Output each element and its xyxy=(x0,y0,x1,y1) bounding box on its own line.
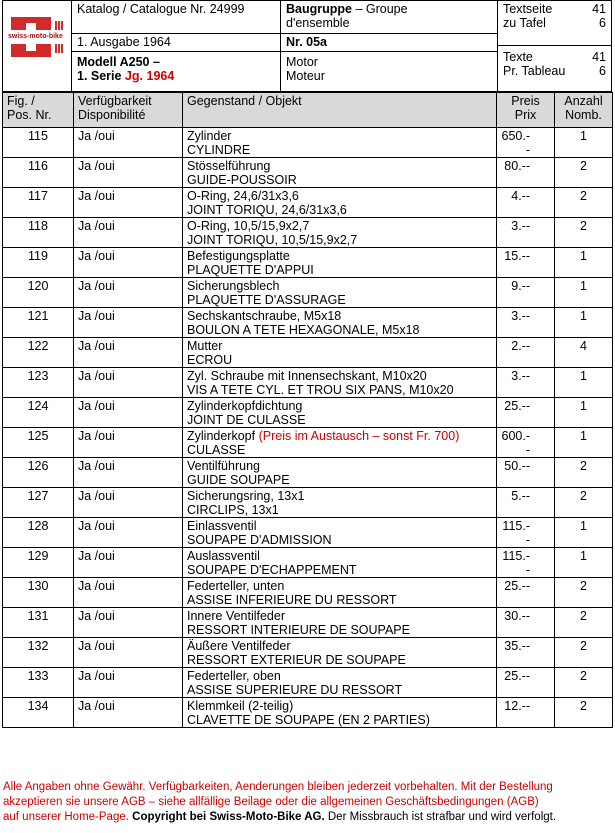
item-name-fr: RESSORT INTERIEURE DE SOUPAPE xyxy=(187,622,410,637)
item-description xyxy=(183,278,497,308)
item-description xyxy=(183,248,497,278)
price: 25.-- xyxy=(497,398,555,428)
price: 30.-- xyxy=(497,608,555,638)
item-name-fr: SOUPAPE D'ADMISSION xyxy=(187,532,332,547)
quantity: 2 xyxy=(555,668,613,698)
availability: Ja /oui xyxy=(74,548,183,578)
table-row xyxy=(3,638,613,668)
item-name-fr: BOULON A TETE HEXAGONALE, M5x18 xyxy=(187,322,420,337)
price: 5.-- xyxy=(497,488,555,518)
parts-table xyxy=(2,92,613,728)
pos-number: 130 xyxy=(3,578,74,608)
quantity: 1 xyxy=(555,428,613,458)
price: 2.-- xyxy=(497,338,555,368)
logo-text: swiss-moto-bike xyxy=(7,30,64,44)
col-header-price: Preis Prix xyxy=(497,93,555,128)
item-description xyxy=(183,608,497,638)
availability: Ja /oui xyxy=(74,338,183,368)
price: 4.-- xyxy=(497,188,555,218)
quantity: 2 xyxy=(555,458,613,488)
pos-number: 134 xyxy=(3,698,74,728)
pos-number: 116 xyxy=(3,158,74,188)
item-description xyxy=(183,398,497,428)
item-name-de: Federteller, oben xyxy=(187,669,281,683)
item-name-fr: JOINT TORIQU, 10,5/15,9x2,7 xyxy=(187,232,358,247)
price: 12.-- xyxy=(497,698,555,728)
table-row xyxy=(3,668,613,698)
item-description xyxy=(183,488,497,518)
quantity: 4 xyxy=(555,338,613,368)
price: 80.-- xyxy=(497,158,555,188)
item-name-de: Befestigungsplatte xyxy=(187,249,290,263)
quantity: 2 xyxy=(555,638,613,668)
item-description xyxy=(183,518,497,548)
disclaimer-footer: Alle Angaben ohne Gewähr. Verfügbarkeiten, Aenderungen bleiben jederzeit vorbehalten. Mit der Bestellung akzeptieren sie unsere AGB – siehe allfällige Beilage oder die allgemeinen Geschäftsbedingungen (AGB) auf unserer Home-Page. Copyright bei Swiss-Moto-Bike AG. Der Missbrauch ist strafbar und wird verfolgt. xyxy=(3,781,557,823)
pos-number: 132 xyxy=(3,638,74,668)
price: 35.-- xyxy=(497,638,555,668)
table-row xyxy=(3,278,613,308)
item-name-fr: JOINT TORIQU, 24,6/31x3,6 xyxy=(187,202,347,217)
quantity: 2 xyxy=(555,188,613,218)
item-name-fr: SOUPAPE D'ECHAPPEMENT xyxy=(187,562,357,577)
item-name-fr: ECROU xyxy=(187,352,233,367)
quantity: 1 xyxy=(555,128,613,158)
quantity: 2 xyxy=(555,218,613,248)
price: 115.-- xyxy=(497,518,555,548)
availability: Ja /oui xyxy=(74,278,183,308)
price: 15.-- xyxy=(497,248,555,278)
availability: Ja /oui xyxy=(74,578,183,608)
item-name-de: Mutter xyxy=(187,339,223,353)
price: 25.-- xyxy=(497,578,555,608)
item-name-de: Sicherungsblech xyxy=(187,279,280,293)
pos-number: 125 xyxy=(3,428,74,458)
col-header-pos: Fig. / Pos. Nr. xyxy=(3,93,74,128)
catalogue-header xyxy=(2,0,612,92)
availability: Ja /oui xyxy=(74,638,183,668)
item-description xyxy=(183,128,497,158)
model-info: Modell A250 – 1. Serie Jg. 1964 xyxy=(71,51,281,92)
item-name-de: Klemmkeil (2-teilig) xyxy=(187,699,294,713)
item-description xyxy=(183,308,497,338)
quantity: 1 xyxy=(555,278,613,308)
item-name-de: Sechskantschraube, M5x18 xyxy=(187,309,342,323)
tableau-ref: Texte 41 Pr. Tableau 6 xyxy=(497,45,612,92)
item-description xyxy=(183,218,497,248)
col-header-qty: Anzahl Nomb. xyxy=(555,93,613,128)
table-row xyxy=(3,548,613,578)
item-name-de: Stösselführung xyxy=(187,159,271,173)
quantity: 2 xyxy=(555,488,613,518)
assembly-group: Baugruppe – Groupe d'ensemble xyxy=(280,0,498,34)
availability: Ja /oui xyxy=(74,698,183,728)
item-name-fr: ASSISE SUPERIEURE DU RESSORT xyxy=(187,682,403,697)
quantity: 2 xyxy=(555,158,613,188)
item-price-note: (Preis im Austausch – sonst Fr. 700) xyxy=(258,429,460,443)
col-header-item: Gegenstand / Objekt xyxy=(183,93,497,128)
table-row xyxy=(3,368,613,398)
table-row xyxy=(3,488,613,518)
quantity: 2 xyxy=(555,578,613,608)
table-row xyxy=(3,698,613,728)
availability: Ja /oui xyxy=(74,608,183,638)
price: 25.-- xyxy=(497,668,555,698)
item-name-de: Sicherungsring, 13x1 xyxy=(187,489,305,503)
section-name: Motor Moteur xyxy=(280,51,498,92)
pos-number: 128 xyxy=(3,518,74,548)
quantity: 2 xyxy=(555,608,613,638)
availability: Ja /oui xyxy=(74,488,183,518)
item-description xyxy=(183,188,497,218)
price: 600.-- xyxy=(497,428,555,458)
pos-number: 117 xyxy=(3,188,74,218)
table-row xyxy=(3,308,613,338)
item-name-de: O-Ring, 24,6/31x3,6 xyxy=(187,189,299,203)
pos-number: 133 xyxy=(3,668,74,698)
item-description xyxy=(183,578,497,608)
item-description xyxy=(183,638,497,668)
availability: Ja /oui xyxy=(74,188,183,218)
item-description xyxy=(183,548,497,578)
availability: Ja /oui xyxy=(74,458,183,488)
price: 3.-- xyxy=(497,218,555,248)
availability: Ja /oui xyxy=(74,128,183,158)
table-row xyxy=(3,338,613,368)
item-name-fr: CYLINDRE xyxy=(187,142,251,157)
price: 50.-- xyxy=(497,458,555,488)
availability: Ja /oui xyxy=(74,668,183,698)
item-name-fr: VIS A TETE CYL. ET TROU SIX PANS, M10x20 xyxy=(187,382,454,397)
pos-number: 126 xyxy=(3,458,74,488)
table-row xyxy=(3,218,613,248)
item-description xyxy=(183,698,497,728)
availability: Ja /oui xyxy=(74,218,183,248)
price: 3.-- xyxy=(497,368,555,398)
item-name-fr: PLAQUETTE D'APPUI xyxy=(187,262,314,277)
table-row xyxy=(3,398,613,428)
item-name-de: Einlassventil xyxy=(187,519,257,533)
table-row xyxy=(3,428,613,458)
pos-number: 122 xyxy=(3,338,74,368)
table-row xyxy=(3,578,613,608)
table-row xyxy=(3,188,613,218)
availability: Ja /oui xyxy=(74,518,183,548)
item-name-de: O-Ring, 10,5/15,9x2,7 xyxy=(187,219,310,233)
availability: Ja /oui xyxy=(74,428,183,458)
col-header-availability: Verfügbarkeit Disponibilité xyxy=(74,93,183,128)
availability: Ja /oui xyxy=(74,398,183,428)
pos-number: 119 xyxy=(3,248,74,278)
availability: Ja /oui xyxy=(74,308,183,338)
item-name-fr: JOINT DE CULASSE xyxy=(187,412,306,427)
pos-number: 129 xyxy=(3,548,74,578)
pos-number: 124 xyxy=(3,398,74,428)
pos-number: 123 xyxy=(3,368,74,398)
item-name-fr: CULASSE xyxy=(187,442,246,457)
item-name-de: Äußere Ventilfeder xyxy=(187,639,291,653)
quantity: 1 xyxy=(555,398,613,428)
item-description xyxy=(183,668,497,698)
price: 9.-- xyxy=(497,278,555,308)
pos-number: 115 xyxy=(3,128,74,158)
price: 3.-- xyxy=(497,308,555,338)
item-name-fr: GUIDE SOUPAPE xyxy=(187,472,290,487)
item-name-de: Zylinderkopf xyxy=(187,429,256,443)
item-name-fr: GUIDE-POUSSOIR xyxy=(187,172,297,187)
item-description xyxy=(183,338,497,368)
logo-cell xyxy=(2,0,72,92)
edition: 1. Ausgabe 1964 xyxy=(71,33,281,52)
item-name-fr: RESSORT EXTERIEUR DE SOUPAPE xyxy=(187,652,406,667)
pos-number: 127 xyxy=(3,488,74,518)
item-name-fr: ASSISE INFERIEURE DU RESSORT xyxy=(187,592,397,607)
item-name-de: Zylinder xyxy=(187,129,232,143)
item-name-fr: PLAQUETTE D'ASSURAGE xyxy=(187,292,346,307)
pos-number: 131 xyxy=(3,608,74,638)
quantity: 1 xyxy=(555,308,613,338)
item-name-de: Ventilführung xyxy=(187,459,260,473)
availability: Ja /oui xyxy=(74,158,183,188)
price: 650.-- xyxy=(497,128,555,158)
quantity: 1 xyxy=(555,518,613,548)
price: 115.-- xyxy=(497,548,555,578)
group-number: Nr. 05a xyxy=(280,33,498,52)
availability: Ja /oui xyxy=(74,368,183,398)
text-page-ref: Textseite 41 zu Tafel 6 xyxy=(497,0,612,46)
item-name-de: Auslassventil xyxy=(187,549,260,563)
item-name-de: Zylinderkopfdichtung xyxy=(187,399,303,413)
item-name-de: Zyl. Schraube mit Innensechskant, M10x20 xyxy=(187,369,427,383)
quantity: 1 xyxy=(555,248,613,278)
catalogue-number: Katalog / Catalogue Nr. 24999 xyxy=(71,0,281,34)
item-description xyxy=(183,368,497,398)
swiss-moto-bike-logo xyxy=(8,17,63,57)
table-row xyxy=(3,608,613,638)
pos-number: 118 xyxy=(3,218,74,248)
item-description xyxy=(183,158,497,188)
table-row xyxy=(3,458,613,488)
item-name-de: Innere Ventilfeder xyxy=(187,609,285,623)
quantity: 1 xyxy=(555,368,613,398)
pos-number: 120 xyxy=(3,278,74,308)
pos-number: 121 xyxy=(3,308,74,338)
table-row xyxy=(3,248,613,278)
item-name-fr: CLAVETTE DE SOUPAPE (EN 2 PARTIES) xyxy=(187,712,430,727)
table-row xyxy=(3,128,613,158)
item-name-de: Federteller, unten xyxy=(187,579,285,593)
quantity: 1 xyxy=(555,548,613,578)
table-header-row xyxy=(3,93,613,128)
item-name-fr: CIRCLIPS, 13x1 xyxy=(187,502,279,517)
item-description xyxy=(183,458,497,488)
item-description xyxy=(183,428,497,458)
availability: Ja /oui xyxy=(74,248,183,278)
table-row xyxy=(3,158,613,188)
quantity: 2 xyxy=(555,698,613,728)
table-row xyxy=(3,518,613,548)
